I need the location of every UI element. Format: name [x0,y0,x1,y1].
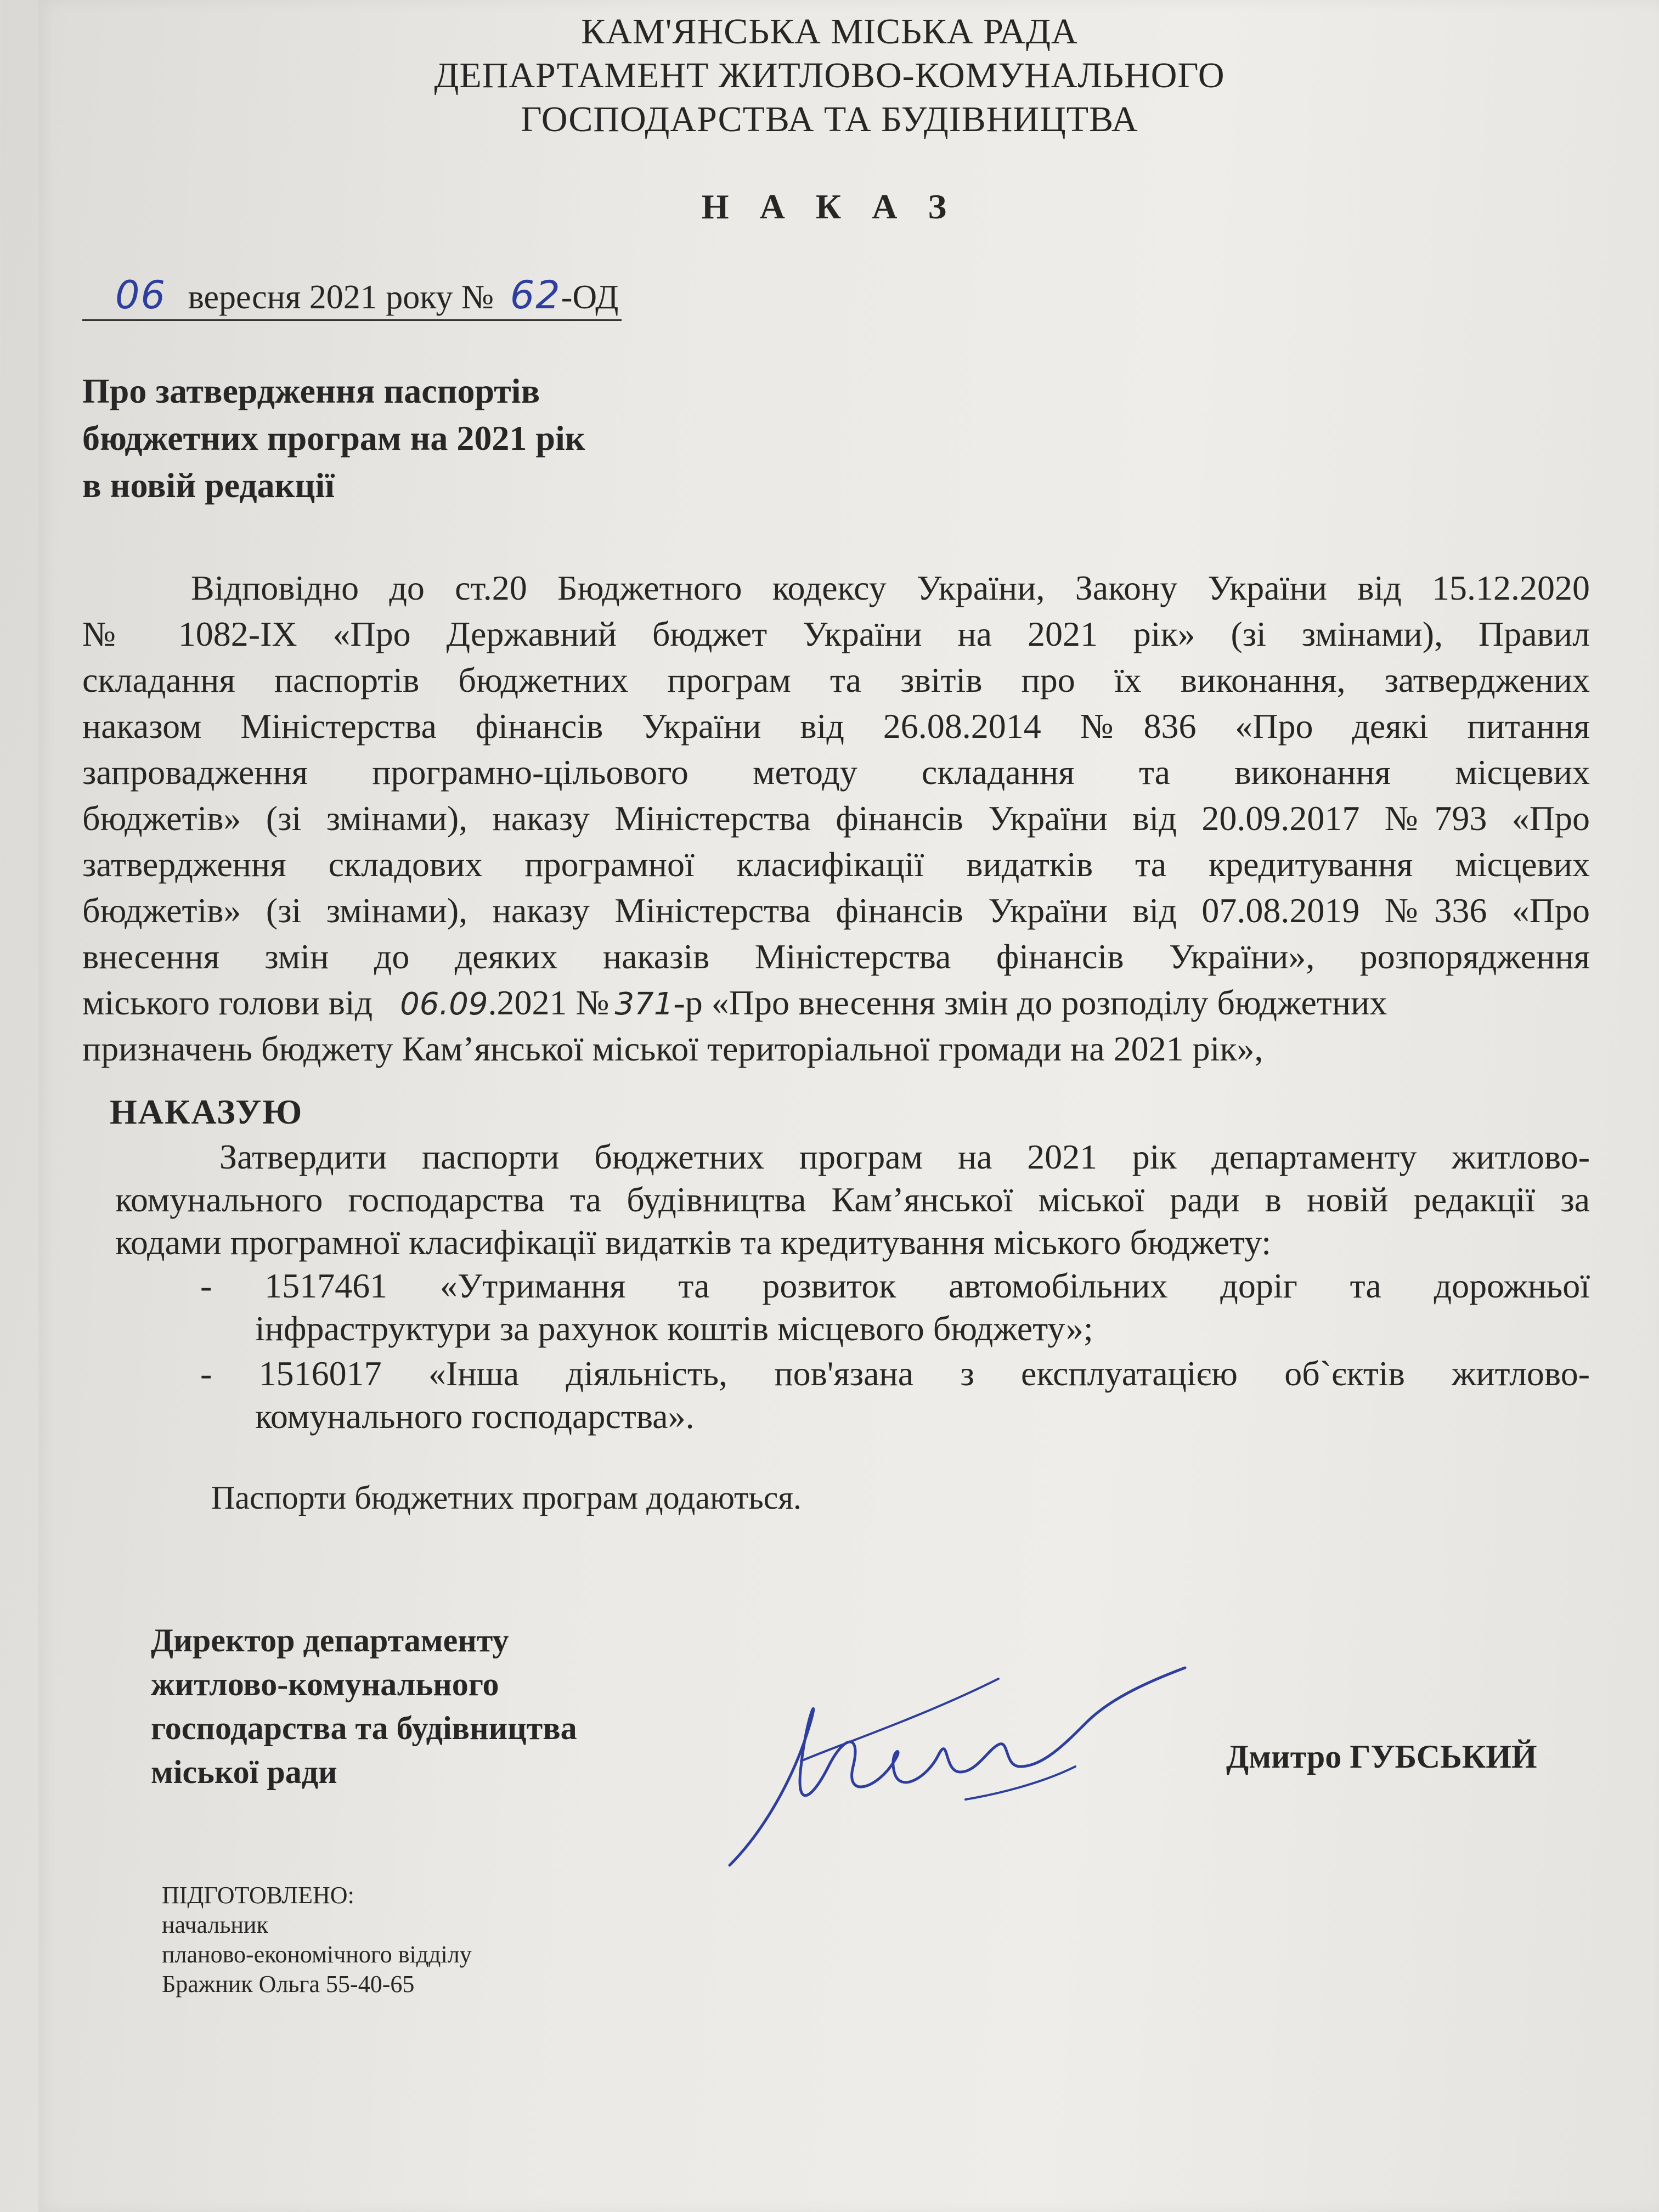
order-line: кодами програмної класифікації видатків та кредитування міського бюджету: [115,1223,1272,1262]
attachment-note: Паспорти бюджетних програм додаються. [211,1480,802,1516]
header-council: КАМ'ЯНСЬКА МІСЬКА РАДА [581,12,1078,52]
signatory-title-line: господарства та будівництва [151,1710,577,1746]
preamble-line-with-handwriting: міського голови від 06.09.2021 № 371-р «Про внесення змін до розподілу бюджетних [82,983,1387,1022]
order-line: комунального господарства та будівництва Кам’янської міської ради в новій редакції за [115,1180,1590,1219]
order-item-line: - 1516017 «Інша діяльність, пов'язана з експлуатацією об`єктів житлово- [200,1354,1590,1393]
subject-line: бюджетних програм на 2021 рік [82,419,585,458]
handwritten-date: 06.09 [400,986,488,1022]
prepared-by-line: планово-економічного відділу [162,1941,472,1968]
preamble-line: складання паспортів бюджетних програм та звітів про їх виконання, затверджених [82,661,1590,699]
preamble-line: бюджетів» (зі змінами), наказу Міністерства фінансів України від 20.09.2017 №793 «Про [82,799,1590,838]
preamble-line: № 1082-IX «Про Державний бюджет України на 2021 рік» (зі змінами), Правил [82,614,1590,653]
order-date-number [82,273,622,321]
order-number-suffix: -ОД [561,279,619,316]
preamble-line: внесення змін до деяких наказів Міністерства фінансів України», розпорядження [82,937,1590,976]
preamble-line: Відповідно до ст.20 Бюджетного кодексу України, Закону України від 15.12.2020 [191,568,1590,607]
handwritten-order-number: 62 [510,273,561,318]
order-subject [82,368,585,509]
prepared-by-block [162,1881,472,1999]
preamble-paragraph [82,565,1590,1072]
handwritten-signature [713,1635,1207,1893]
order-item-1517461 [200,1265,1590,1350]
preamble-line: призначень бюджету Кам’янської міської територіальної громади на 2021 рік», [82,1029,1263,1068]
signatory-name: Дмитро ГУБСЬКИЙ [1226,1739,1537,1775]
preamble-line: бюджетів» (зі змінами), наказу Міністерства фінансів України від 07.08.2019 №336 «Про [82,891,1590,930]
order-item-line: комунального господарства». [255,1397,695,1436]
header-department: ДЕПАРТАМЕНТ ЖИТЛОВО-КОМУНАЛЬНОГО [434,55,1225,95]
order-item-line: - 1517461 «Утримання та розвиток автомобільних доріг та дорожньої [200,1266,1590,1305]
preamble-line: затвердження складових програмної класифікації видатків та кредитування місцевих [82,845,1590,884]
header-department-cont: ГОСПОДАРСТВА ТА БУДІВНИЦТВА [521,99,1138,139]
prepared-by-label: ПІДГОТОВЛЕНО: [162,1882,354,1909]
subject-line: в новій редакції [82,466,335,505]
signatory-title [151,1618,577,1794]
order-line: Затвердити паспорти бюджетних програм на 2021 рік департаменту житлово- [219,1137,1590,1176]
prepared-by-contact: Бражник Ольга 55-40-65 [162,1971,415,1997]
handwritten-day: 06 [115,273,167,318]
date-text: вересня 2021 року № [188,279,494,316]
handwritten-decree-number: 371 [614,986,674,1022]
signatory-title-line: міської ради [151,1754,337,1790]
order-item-line: інфраструктури за рахунок коштів місцевого бюджету»; [255,1309,1093,1348]
subject-line: Про затвердження паспортів [82,371,540,410]
prepared-by-line: начальник [162,1911,268,1938]
order-paragraph [115,1136,1590,1264]
document-title: Н А К А З [701,187,958,226]
preamble-line: наказом Міністерства фінансів України від 26.08.2014 №836 «Про деякі питання [82,707,1590,746]
nakazuyu-heading: НАКАЗУЮ [110,1092,303,1131]
order-item-1516017 [200,1352,1590,1438]
signatory-title-line: Директор департаменту [151,1622,509,1658]
signatory-title-line: житлово-комунального [151,1666,499,1702]
preamble-line: запровадження програмно-цільового методу складання та виконання місцевих [82,753,1590,792]
